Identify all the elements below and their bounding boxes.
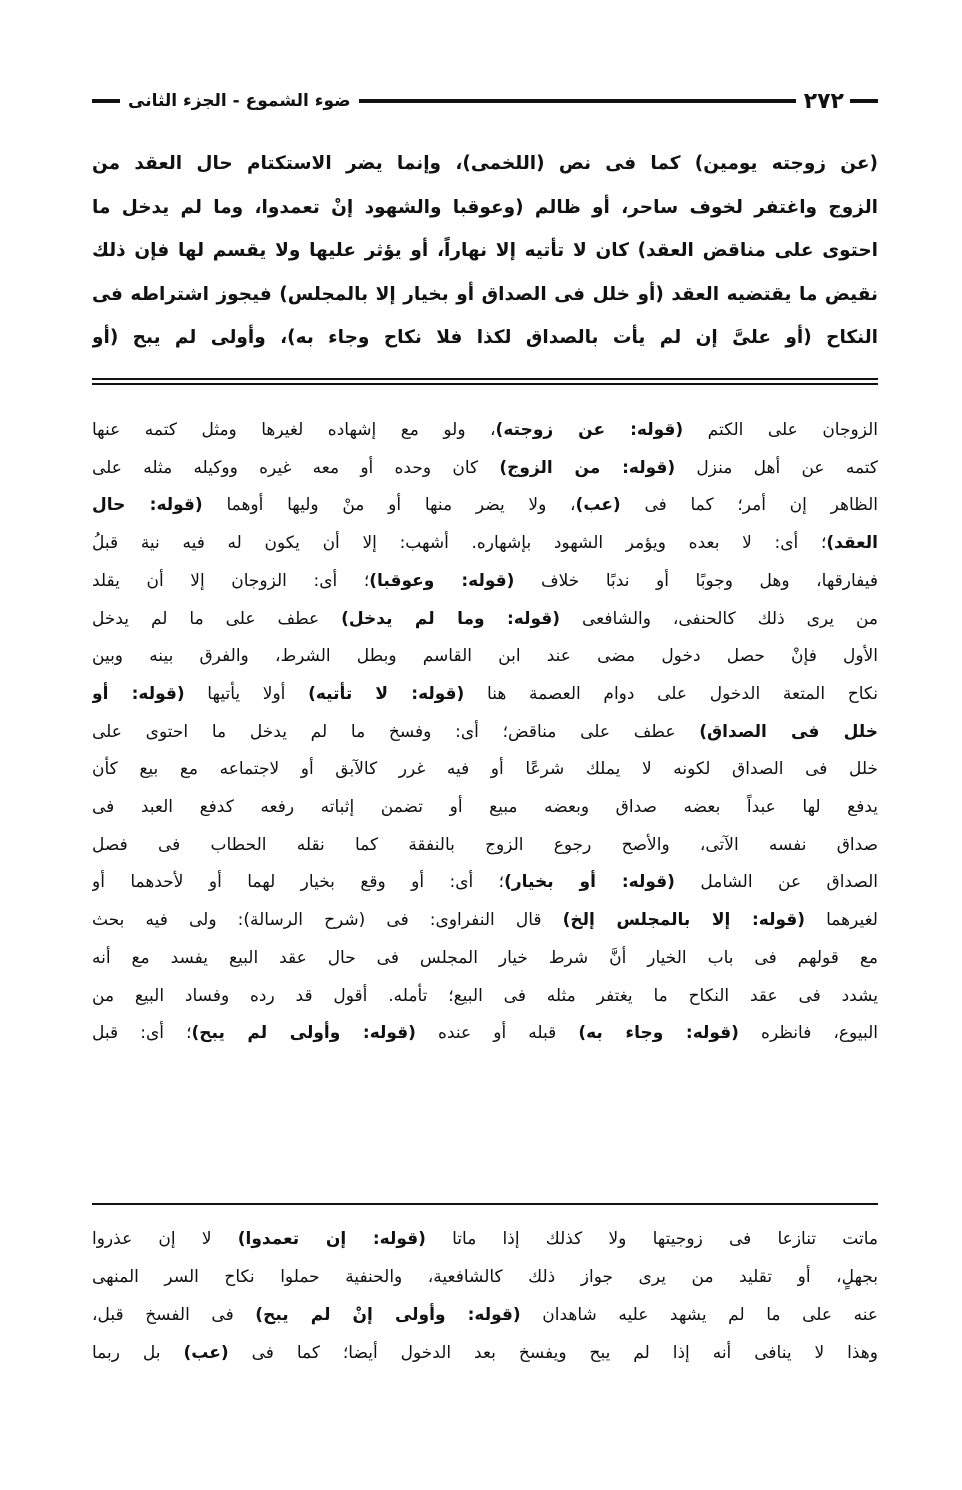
- text-segment: كتمه عن أهل منزل: [675, 457, 878, 478]
- quoted-lemma: (قوله: وأولى لم يبح): [191, 1023, 416, 1044]
- main-text-line: نقيض ما يقتضيه العقد (أو خلل فى الصداق أو بخيار إلا بالمجلس) فيجوز اشتراطه فى: [92, 283, 878, 305]
- quoted-lemma: (قوله: أو: [92, 683, 185, 704]
- quoted-lemma: (عب): [183, 1343, 229, 1363]
- quoted-lemma: (قوله: أو بخيار): [504, 872, 675, 893]
- commentary-text: [92, 412, 878, 1053]
- text-segment: كان وحده أو معه غيره ووكيله مثله على: [92, 457, 500, 478]
- commentary-line: [92, 940, 878, 978]
- main-text-line: النكاح (أو علىَّ إن لم يأت بالصداق لكذا فلا نكاح وجاء به)، وأولى لم يبح (أو: [92, 327, 878, 348]
- text-segment: عطف على مناقض؛ أى: وفسخ ما لم يدخل ما احتوى على: [92, 721, 700, 742]
- footnote-line: [92, 1296, 878, 1334]
- text-segment: خلل فى الصداق لكونه لا يملك شرعًا أو فيه غرر كالآبق أو لاجتماعه مع بيع كأن: [92, 759, 878, 780]
- commentary-line: [92, 563, 878, 601]
- main-text-line: (عن زوجته يومين) كما فى نص (اللخمى)، وإنما يضر الاستكتام حال العقد من: [92, 153, 878, 174]
- quoted-lemma: (قوله: وما لم يدخل): [341, 608, 561, 629]
- text-segment: أولا يأتيها: [184, 683, 309, 704]
- running-header: [92, 86, 878, 116]
- commentary-line: [92, 450, 878, 488]
- quoted-lemma: (قوله: وعوقبا): [369, 570, 515, 591]
- commentary-line: [92, 902, 878, 940]
- quoted-lemma: خلل فى الصداق): [699, 721, 878, 742]
- text-segment: من يرى ذلك كالحنفى، والشافعى: [560, 608, 878, 629]
- quoted-lemma: (قوله: عن زوجته): [495, 420, 684, 440]
- text-segment: يدفع لها عبداً بعضه صداق وبعضه مبيع أو تضمن إثباته رفعه كدفع العبد فى: [92, 797, 878, 818]
- text-segment: لا إن عذروا: [92, 1229, 238, 1249]
- quoted-lemma: (قوله: حال: [92, 495, 203, 516]
- quoted-lemma: (قوله: وأولى إنْ لم يبح): [255, 1305, 521, 1325]
- text-segment: عنه على ما لم يشهد عليه شاهدان: [520, 1305, 878, 1325]
- main-text-line: احتوى على مناقض العقد) كان لا تأتيه إلا نهاراً، أو يؤثر عليها ولا يقسم لها فإن ذلك: [92, 240, 878, 261]
- commentary-line: [92, 487, 878, 525]
- quoted-lemma: (قوله: لا تأتيه): [308, 683, 465, 704]
- quoted-lemma: (قوله: إن تعمدوا): [237, 1229, 426, 1249]
- text-segment: نكاح المتعة الدخول على دوام العصمة هنا: [464, 683, 878, 704]
- quoted-lemma: العقد): [826, 533, 878, 554]
- quoted-lemma: (عب): [575, 495, 621, 516]
- commentary-line: [92, 978, 878, 1016]
- text-segment: فيفارقها، وهل وجوبًا أو ندبًا خلاف: [514, 570, 878, 591]
- text-segment: وهذا لا ينافى أنه إذا لم يبح ويفسخ بعد الدخول أيضا؛ كما فى: [228, 1343, 878, 1363]
- quoted-lemma: (قوله: من الزوج): [499, 457, 676, 478]
- main-text: [92, 142, 878, 360]
- footnote-line: [92, 1220, 878, 1258]
- footnote-divider: [92, 1203, 878, 1205]
- text-segment: مع قولهم فى باب الخيار أنَّ شرط خيار المجلس فى حال عقد البيع يفسد مع أنه: [92, 947, 878, 968]
- commentary-line: [92, 525, 878, 563]
- main-text-line: الزوج واغتفر لخوف ساحر، أو ظالم (وعوقبا والشهود إنْ تعمدوا، وما لم يدخل ما: [92, 196, 878, 218]
- footnote-line: [92, 1334, 878, 1372]
- commentary-line: [92, 676, 878, 714]
- text-segment: الصداق عن الشامل: [674, 872, 878, 893]
- text-segment: قال النفراوى: فى (شرح الرسالة): ولى فيه بحث: [92, 910, 563, 931]
- book-title: ضوء الشموع - الجزء الثانى: [128, 91, 351, 111]
- commentary-line: [92, 789, 878, 827]
- text-segment: ؛ أى: أو وقع بخيار لهما أو لأحدهما أو: [92, 872, 505, 893]
- text-segment: ؛ أى: لا بعده ويؤمر الشهود بإشهاره. أشهب: إلا أن يكون له فيه نية قبلُ: [92, 533, 827, 554]
- text-segment: الأول فإنْ حصل دخول مضى عند ابن القاسم وبطل الشرط، والفرق بينه وبين: [92, 646, 878, 667]
- header-dash: [850, 99, 878, 103]
- header-rule: [359, 99, 796, 103]
- commentary-line: [92, 751, 878, 789]
- text-segment: لغيرهما: [805, 910, 878, 931]
- text-segment: ماتت تنازعا فى زوجيتها ولا كذلك إذا ماتا: [425, 1229, 878, 1249]
- text-segment: صداق نفسه الآتى، والأصح رجوع الزوج بالنفقة كما نقله الحطاب فى فصل: [92, 834, 878, 855]
- text-segment: ، ولو مع إشهاده لغيرها ومثل كتمه عنها: [92, 420, 496, 440]
- text-segment: ؛ أى: الزوجان إلا أن يقلد: [92, 570, 370, 591]
- text-segment: ؛ أى: قبل: [92, 1023, 192, 1044]
- commentary-line: [92, 601, 878, 639]
- footnote-line: [92, 1258, 878, 1296]
- text-segment: بجهلٍ، أو تقليد من يرى جواز ذلك كالشافعية، والحنفية حملوا نكاح السر المنهى: [92, 1267, 878, 1287]
- header-dash: [92, 99, 120, 103]
- text-segment: قبله أو عنده: [415, 1023, 579, 1044]
- text-segment: الظاهر إن أمر؛ كما فى: [620, 495, 878, 516]
- text-segment: الزوجان على الكتم: [683, 420, 878, 440]
- quoted-lemma: (قوله: إلا بالمجلس إلخ): [562, 910, 806, 931]
- quoted-lemma: (قوله: وجاء به): [578, 1023, 739, 1044]
- text-segment: البيوع، فانظره: [738, 1023, 878, 1044]
- main-text-divider: [92, 378, 878, 385]
- commentary-line: [92, 1015, 878, 1053]
- commentary-line: [92, 864, 878, 902]
- page-number: ٢٧٢: [803, 88, 844, 114]
- footnote-text: [92, 1220, 878, 1372]
- text-segment: فى الفسخ قبل،: [92, 1305, 256, 1325]
- commentary-line: [92, 827, 878, 865]
- text-segment: يشدد فى عقد النكاح ما يغتفر مثله فى البيع؛ تأمله. أقول قد رده وفساد البيع من: [92, 985, 878, 1006]
- text-segment: عطف على ما لم يدخل: [92, 608, 342, 629]
- commentary-line: [92, 638, 878, 676]
- commentary-line: [92, 412, 878, 450]
- commentary-line: [92, 714, 878, 752]
- text-segment: بل ربما: [92, 1343, 184, 1363]
- text-segment: ، ولا يضر منها أو منْ وليها أوهما: [202, 495, 576, 516]
